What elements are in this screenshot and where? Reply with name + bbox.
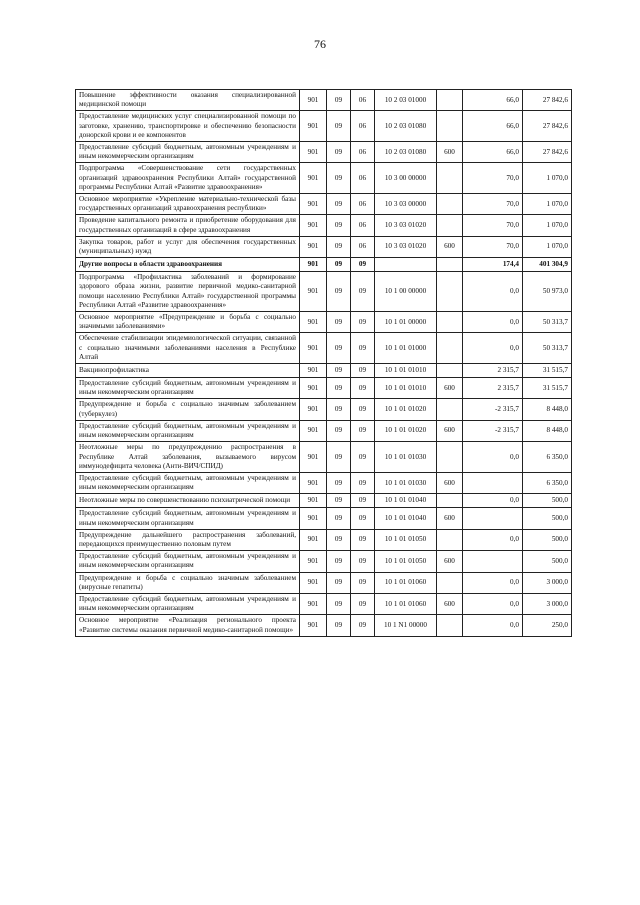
ministry-code-cell: 901 [300, 593, 327, 614]
row-name-cell: Предоставление субсидий бюджетным, автономным учреждениям и иным некоммерческим организациям [76, 508, 300, 529]
expense-type-cell [437, 272, 463, 312]
expense-type-cell: 600 [437, 472, 463, 493]
amount-total-cell: 27 842,6 [523, 90, 572, 111]
ministry-code-cell: 901 [300, 472, 327, 493]
row-name-cell: Подпрограмма «Профилактика заболеваний и формирование здорового образа жизни, развитие первичной медико-санитарной помощи населению Республики Алтай» государственной программы Республики Алтай «Развитие здравоохранения» [76, 272, 300, 312]
section-code-cell: 09 [327, 111, 351, 142]
table-row [76, 258, 572, 272]
table-row [76, 142, 572, 163]
row-name-cell: Основное мероприятие «Предупреждение и борьба с социально значимыми заболеваниями» [76, 312, 300, 333]
subsection-code-cell: 09 [351, 494, 375, 508]
table-row [76, 420, 572, 441]
row-name-cell: Предоставление медицинских услуг специализированной помощи по заготовке, хранению, транспортировке и обеспечению безопасности донорской крови и ее компонентов [76, 111, 300, 142]
ministry-code-cell: 901 [300, 364, 327, 378]
ministry-code-cell: 901 [300, 258, 327, 272]
amount-change-cell: 0,0 [463, 442, 523, 473]
amount-change-cell: -2 315,7 [463, 420, 523, 441]
target-article-cell: 10 1 01 01020 [375, 399, 437, 420]
target-article-cell: 10 3 03 01020 [375, 215, 437, 236]
expense-type-cell: 600 [437, 378, 463, 399]
subsection-code-cell: 09 [351, 420, 375, 441]
amount-change-cell: 0,0 [463, 272, 523, 312]
ministry-code-cell: 901 [300, 142, 327, 163]
section-code-cell: 09 [327, 194, 351, 215]
section-code-cell: 09 [327, 508, 351, 529]
expense-type-cell [437, 364, 463, 378]
row-name-cell: Проведение капитального ремонта и приобретение оборудования для государственных организаций в сфере здравоохранения [76, 215, 300, 236]
table-row [76, 111, 572, 142]
ministry-code-cell: 901 [300, 378, 327, 399]
subsection-code-cell: 09 [351, 593, 375, 614]
table-row [76, 215, 572, 236]
amount-change-cell: 66,0 [463, 111, 523, 142]
expense-type-cell: 600 [437, 236, 463, 257]
ministry-code-cell: 901 [300, 442, 327, 473]
section-code-cell: 09 [327, 593, 351, 614]
ministry-code-cell: 901 [300, 615, 327, 636]
amount-total-cell: 500,0 [523, 494, 572, 508]
subsection-code-cell: 09 [351, 333, 375, 364]
section-code-cell: 09 [327, 442, 351, 473]
target-article-cell: 10 1 01 01030 [375, 442, 437, 473]
subsection-code-cell: 09 [351, 312, 375, 333]
section-code-cell: 09 [327, 215, 351, 236]
row-name-cell: Неотложные меры по совершенствованию психиатрической помощи [76, 494, 300, 508]
subsection-code-cell: 09 [351, 472, 375, 493]
table-row [76, 472, 572, 493]
section-code-cell: 09 [327, 399, 351, 420]
amount-total-cell: 401 304,9 [523, 258, 572, 272]
target-article-cell: 10 2 03 01080 [375, 142, 437, 163]
amount-change-cell: 2 315,7 [463, 378, 523, 399]
section-code-cell: 09 [327, 551, 351, 572]
amount-change-cell: 0,0 [463, 333, 523, 364]
amount-change-cell: 0,0 [463, 494, 523, 508]
table-row [76, 494, 572, 508]
table-row [76, 508, 572, 529]
subsection-code-cell: 09 [351, 442, 375, 473]
target-article-cell: 10 2 03 01000 [375, 90, 437, 111]
row-name-cell: Предоставление субсидий бюджетным, автономным учреждениям и иным некоммерческим организациям [76, 142, 300, 163]
expense-type-cell: 600 [437, 551, 463, 572]
amount-total-cell: 1 070,0 [523, 215, 572, 236]
amount-total-cell: 3 000,0 [523, 593, 572, 614]
amount-change-cell: 174,4 [463, 258, 523, 272]
target-article-cell: 10 1 00 00000 [375, 272, 437, 312]
amount-total-cell: 1 070,0 [523, 163, 572, 194]
amount-change-cell: 70,0 [463, 236, 523, 257]
amount-change-cell: -2 315,7 [463, 399, 523, 420]
subsection-code-cell: 09 [351, 272, 375, 312]
amount-total-cell: 1 070,0 [523, 236, 572, 257]
ministry-code-cell: 901 [300, 494, 327, 508]
target-article-cell: 10 3 00 00000 [375, 163, 437, 194]
target-article-cell: 10 1 01 01030 [375, 472, 437, 493]
section-code-cell: 09 [327, 615, 351, 636]
section-code-cell: 09 [327, 472, 351, 493]
expense-type-cell: 600 [437, 420, 463, 441]
target-article-cell: 10 1 01 01050 [375, 529, 437, 550]
ministry-code-cell: 901 [300, 551, 327, 572]
row-name-cell: Другие вопросы в области здравоохранения [76, 258, 300, 272]
table-row [76, 378, 572, 399]
row-name-cell: Предоставление субсидий бюджетным, автономным учреждениям и иным некоммерческим организациям [76, 551, 300, 572]
ministry-code-cell: 901 [300, 312, 327, 333]
expense-type-cell [437, 572, 463, 593]
target-article-cell: 10 1 01 01040 [375, 494, 437, 508]
subsection-code-cell: 06 [351, 142, 375, 163]
amount-change-cell [463, 551, 523, 572]
subsection-code-cell: 09 [351, 572, 375, 593]
subsection-code-cell: 06 [351, 111, 375, 142]
row-name-cell: Предоставление субсидий бюджетным, автономным учреждениям и иным некоммерческим организациям [76, 472, 300, 493]
amount-total-cell: 31 515,7 [523, 378, 572, 399]
subsection-code-cell: 09 [351, 508, 375, 529]
section-code-cell: 09 [327, 572, 351, 593]
table-row [76, 529, 572, 550]
budget-table [75, 89, 572, 637]
amount-change-cell: 0,0 [463, 572, 523, 593]
amount-total-cell: 6 350,0 [523, 442, 572, 473]
section-code-cell: 09 [327, 378, 351, 399]
target-article-cell: 10 1 01 00000 [375, 312, 437, 333]
amount-total-cell: 500,0 [523, 551, 572, 572]
row-name-cell: Обеспечение стабилизации эпидемиологической ситуации, связанной с социально значимыми заболеваниями населения в Республике Алтай [76, 333, 300, 364]
subsection-code-cell: 06 [351, 236, 375, 257]
subsection-code-cell: 09 [351, 551, 375, 572]
table-row [76, 442, 572, 473]
table-row [76, 312, 572, 333]
row-name-cell: Основное мероприятие «Реализация регионального проекта «Развитие системы оказания первичной медико-санитарной помощи» [76, 615, 300, 636]
expense-type-cell: 600 [437, 142, 463, 163]
row-name-cell: Предоставление субсидий бюджетным, автономным учреждениям и иным некоммерческим организациям [76, 378, 300, 399]
target-article-cell: 10 1 01 01010 [375, 378, 437, 399]
amount-change-cell: 66,0 [463, 90, 523, 111]
row-name-cell: Основное мероприятие «Укрепление материально-технической базы государственных организаций здравоохранения республики» [76, 194, 300, 215]
subsection-code-cell: 06 [351, 215, 375, 236]
expense-type-cell [437, 163, 463, 194]
table-row [76, 333, 572, 364]
expense-type-cell [437, 258, 463, 272]
ministry-code-cell: 901 [300, 272, 327, 312]
amount-total-cell: 250,0 [523, 615, 572, 636]
ministry-code-cell: 901 [300, 163, 327, 194]
amount-total-cell: 3 000,0 [523, 572, 572, 593]
amount-change-cell [463, 508, 523, 529]
section-code-cell: 09 [327, 236, 351, 257]
table-row [76, 551, 572, 572]
subsection-code-cell: 09 [351, 364, 375, 378]
section-code-cell: 09 [327, 364, 351, 378]
budget-table-body [76, 90, 572, 637]
page-number: 76 [314, 37, 326, 51]
ministry-code-cell: 901 [300, 399, 327, 420]
amount-total-cell: 50 973,0 [523, 272, 572, 312]
target-article-cell: 10 2 03 01080 [375, 111, 437, 142]
expense-type-cell [437, 194, 463, 215]
expense-type-cell [437, 494, 463, 508]
amount-total-cell: 8 448,0 [523, 399, 572, 420]
amount-change-cell: 0,0 [463, 615, 523, 636]
ministry-code-cell: 901 [300, 111, 327, 142]
row-name-cell: Неотложные меры по предупреждению распространения в Республике Алтай заболевания, вызываемого вирусом иммунодефицита человека (Анти-ВИЧ/СПИД) [76, 442, 300, 473]
table-row [76, 236, 572, 257]
amount-total-cell: 6 350,0 [523, 472, 572, 493]
ministry-code-cell: 901 [300, 194, 327, 215]
expense-type-cell [437, 615, 463, 636]
subsection-code-cell: 06 [351, 163, 375, 194]
amount-change-cell: 70,0 [463, 163, 523, 194]
amount-change-cell: 70,0 [463, 194, 523, 215]
row-name-cell: Предупреждение и борьба с социально значимым заболеванием (вирусные гепатиты) [76, 572, 300, 593]
ministry-code-cell: 901 [300, 215, 327, 236]
amount-change-cell: 0,0 [463, 593, 523, 614]
ministry-code-cell: 901 [300, 529, 327, 550]
ministry-code-cell: 901 [300, 508, 327, 529]
row-name-cell: Предупреждение и борьба с социально значимым заболеванием (туберкулез) [76, 399, 300, 420]
amount-change-cell [463, 472, 523, 493]
amount-total-cell: 500,0 [523, 508, 572, 529]
section-code-cell: 09 [327, 163, 351, 194]
amount-total-cell: 31 515,7 [523, 364, 572, 378]
amount-total-cell: 27 842,6 [523, 111, 572, 142]
target-article-cell [375, 258, 437, 272]
section-code-cell: 09 [327, 142, 351, 163]
section-code-cell: 09 [327, 333, 351, 364]
target-article-cell: 10 1 01 01040 [375, 508, 437, 529]
target-article-cell: 10 1 01 01050 [375, 551, 437, 572]
row-name-cell: Предоставление субсидий бюджетным, автономным учреждениям и иным некоммерческим организациям [76, 593, 300, 614]
amount-total-cell: 27 842,6 [523, 142, 572, 163]
row-name-cell: Закупка товаров, работ и услуг для обеспечения государственных (муниципальных) нужд [76, 236, 300, 257]
row-name-cell: Вакцинопрофилактика [76, 364, 300, 378]
row-name-cell: Предоставление субсидий бюджетным, автономным учреждениям и иным некоммерческим организациям [76, 420, 300, 441]
amount-total-cell: 50 313,7 [523, 333, 572, 364]
section-code-cell: 09 [327, 494, 351, 508]
expense-type-cell [437, 442, 463, 473]
target-article-cell: 10 1 01 01000 [375, 333, 437, 364]
expense-type-cell [437, 111, 463, 142]
section-code-cell: 09 [327, 272, 351, 312]
amount-change-cell: 2 315,7 [463, 364, 523, 378]
ministry-code-cell: 901 [300, 420, 327, 441]
table-row [76, 194, 572, 215]
ministry-code-cell: 901 [300, 572, 327, 593]
section-code-cell: 09 [327, 90, 351, 111]
amount-total-cell: 8 448,0 [523, 420, 572, 441]
target-article-cell: 10 1 01 01060 [375, 572, 437, 593]
expense-type-cell [437, 529, 463, 550]
section-code-cell: 09 [327, 312, 351, 333]
ministry-code-cell: 901 [300, 236, 327, 257]
expense-type-cell [437, 215, 463, 236]
target-article-cell: 10 3 03 00000 [375, 194, 437, 215]
expense-type-cell [437, 312, 463, 333]
table-row [76, 163, 572, 194]
table-row [76, 593, 572, 614]
subsection-code-cell: 06 [351, 90, 375, 111]
amount-change-cell: 0,0 [463, 312, 523, 333]
table-row [76, 615, 572, 636]
subsection-code-cell: 09 [351, 378, 375, 399]
table-row [76, 272, 572, 312]
table-row [76, 364, 572, 378]
expense-type-cell: 600 [437, 593, 463, 614]
expense-type-cell [437, 90, 463, 111]
expense-type-cell: 600 [437, 508, 463, 529]
target-article-cell: 10 1 N1 00000 [375, 615, 437, 636]
section-code-cell: 09 [327, 258, 351, 272]
subsection-code-cell: 09 [351, 615, 375, 636]
amount-total-cell: 50 313,7 [523, 312, 572, 333]
ministry-code-cell: 901 [300, 90, 327, 111]
amount-change-cell: 0,0 [463, 529, 523, 550]
expense-type-cell [437, 399, 463, 420]
target-article-cell: 10 1 01 01020 [375, 420, 437, 441]
amount-total-cell: 500,0 [523, 529, 572, 550]
amount-change-cell: 66,0 [463, 142, 523, 163]
section-code-cell: 09 [327, 529, 351, 550]
subsection-code-cell: 06 [351, 194, 375, 215]
amount-total-cell: 1 070,0 [523, 194, 572, 215]
subsection-code-cell: 09 [351, 529, 375, 550]
target-article-cell: 10 3 03 01020 [375, 236, 437, 257]
row-name-cell: Предупреждение дальнейшего распространения заболеваний, передающихся преимущественно половым путем [76, 529, 300, 550]
expense-type-cell [437, 333, 463, 364]
subsection-code-cell: 09 [351, 258, 375, 272]
target-article-cell: 10 1 01 01060 [375, 593, 437, 614]
amount-change-cell: 70,0 [463, 215, 523, 236]
subsection-code-cell: 09 [351, 399, 375, 420]
row-name-cell: Подпрограмма «Совершенствование сети государственных организаций здравоохранения Республики Алтай» государственной программы Республики Алтай «Развитие здравоохранения» [76, 163, 300, 194]
table-row [76, 90, 572, 111]
table-row [76, 399, 572, 420]
section-code-cell: 09 [327, 420, 351, 441]
ministry-code-cell: 901 [300, 333, 327, 364]
row-name-cell: Повышение эффективности оказания специализированной медицинской помощи [76, 90, 300, 111]
table-row [76, 572, 572, 593]
target-article-cell: 10 1 01 01010 [375, 364, 437, 378]
